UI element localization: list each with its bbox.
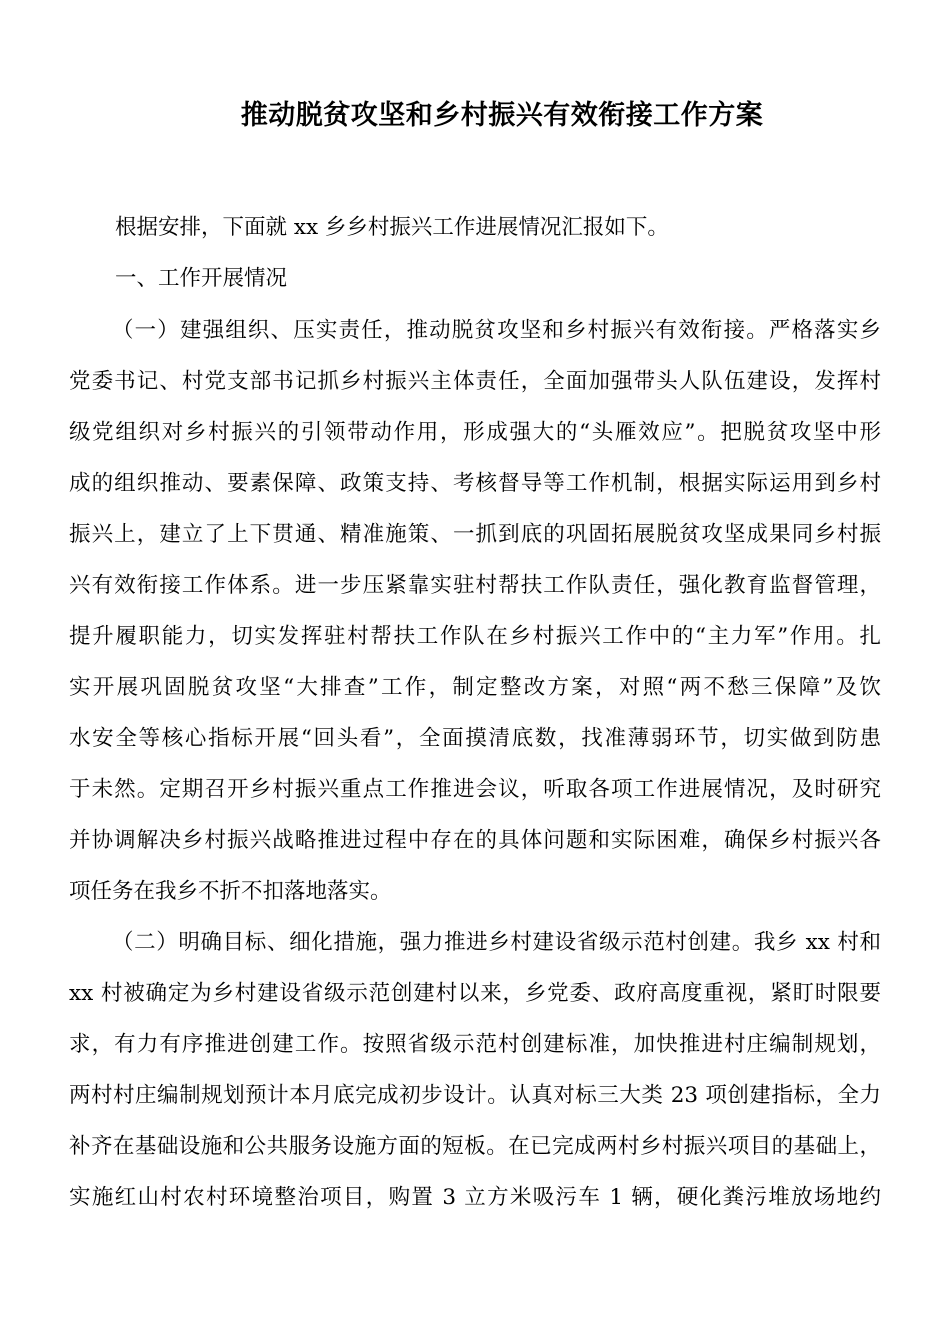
paragraph-1-line: 提升履职能力，切实发挥驻村帮扶工作队在乡村振兴工作中的“主力军”作用。扎	[69, 624, 881, 649]
paragraph-1-line: 成的组织推动、要素保障、政策支持、考核督导等工作机制，根据实际运用到乡村	[69, 471, 881, 496]
section-heading: 一、工作开展情况	[115, 266, 288, 291]
paragraph-2-line: 两村村庄编制规划预计本月底完成初步设计。认真对标三大类 23 项创建指标，全力	[69, 1083, 881, 1108]
intro-paragraph: 根据安排，下面就 xx 乡乡村振兴工作进展情况汇报如下。	[115, 215, 669, 240]
paragraph-2-line: 补齐在基础设施和公共服务设施方面的短板。在已完成两村乡村振兴项目的基础上，	[69, 1134, 881, 1159]
paragraph-1-line: 振兴上，建立了上下贯通、精准施策、一抓到底的巩固拓展脱贫攻坚成果同乡村振	[69, 522, 881, 547]
paragraph-1-line: 实开展巩固脱贫攻坚“大排查”工作，制定整改方案，对照“两不愁三保障”及饮	[69, 675, 881, 700]
paragraph-2-line: xx 村被确定为乡村建设省级示范创建村以来，乡党委、政府高度重视，紧盯时限要	[69, 981, 881, 1006]
paragraph-1-line: 项任务在我乡不折不扣落地落实。	[69, 879, 392, 904]
paragraph-1-line: 于未然。定期召开乡村振兴重点工作推进会议，听取各项工作进展情况，及时研究	[69, 777, 881, 802]
paragraph-1-line: 并协调解决乡村振兴战略推进过程中存在的具体问题和实际困难，确保乡村振兴各	[69, 828, 881, 853]
document-title: 推动脱贫攻坚和乡村振兴有效衔接工作方案	[240, 100, 764, 131]
paragraph-1-line: 党委书记、村党支部书记抓乡村振兴主体责任，全面加强带头人队伍建设，发挥村	[69, 369, 881, 394]
paragraph-1-line: 级党组织对乡村振兴的引领带动作用，形成强大的“头雁效应”。把脱贫攻坚中形	[69, 420, 881, 445]
paragraph-2-line: 实施红山村农村环境整治项目，购置 3 立方米吸污车 1 辆，硬化粪污堆放场地约	[69, 1185, 881, 1210]
paragraph-1-line: （一）建强组织、压实责任，推动脱贫攻坚和乡村振兴有效衔接。严格落实乡	[112, 318, 881, 343]
paragraph-2-line: 求，有力有序推进创建工作。按照省级示范村创建标准，加快推进村庄编制规划，	[69, 1032, 881, 1057]
paragraph-2-line: （二）明确目标、细化措施，强力推进乡村建设省级示范村创建。我乡 xx 村和	[112, 930, 881, 955]
paragraph-1-line: 水安全等核心指标开展“回头看”，全面摸清底数，找准薄弱环节，切实做到防患	[69, 726, 881, 751]
paragraph-1-line: 兴有效衔接工作体系。进一步压紧靠实驻村帮扶工作队责任，强化教育监督管理，	[69, 573, 881, 598]
